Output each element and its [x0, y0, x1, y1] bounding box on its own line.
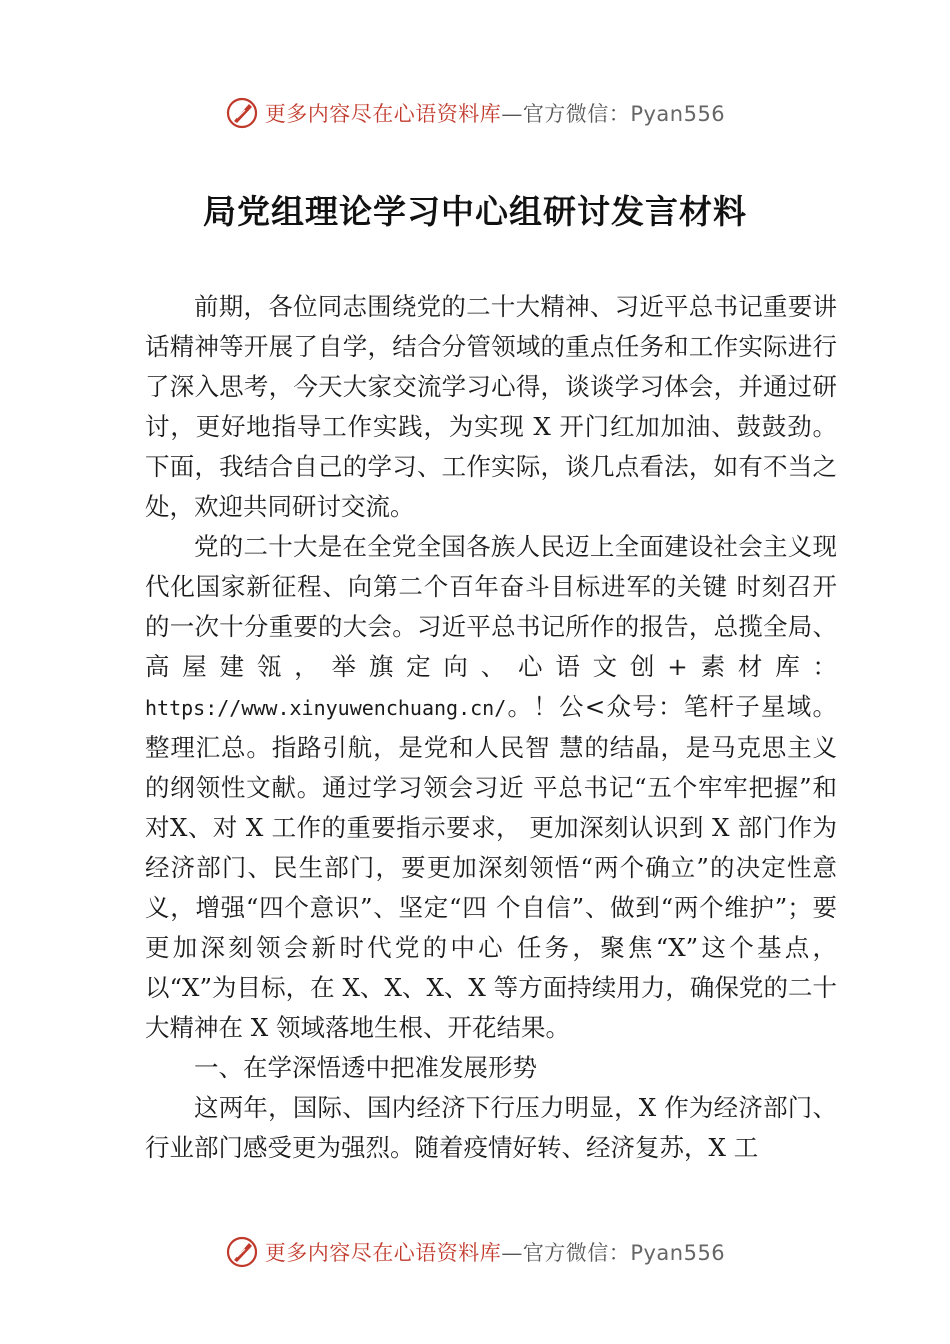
watermark-account: Pyan556: [630, 1241, 726, 1265]
watermark-banner-bottom: [0, 1235, 950, 1269]
watermark-account: Pyan556: [630, 102, 726, 126]
watermark-dash: —: [501, 1241, 523, 1265]
watermark-text: [265, 1237, 725, 1267]
quill-pen-icon: [225, 1235, 259, 1269]
paragraph-intro: 前期，各位同志围绕党的二十大精神、习近平总书记重要讲话精神等开展了自学，结合分管领域的重点任务和工作实际进行了深入思考，今天大家交流学习心得，谈谈学习体会，并通过研讨，更好地指导工作实践，为实现 X 开门红加加油、鼓鼓劲。下面，我结合自己的学习、工作实际，谈几点看法，如有不当之处，欢迎共同研讨交流。: [145, 292, 837, 521]
quill-pen-icon: [225, 96, 259, 130]
paragraph-congress-text-cont: 。！公<众号：笔杆子星域。整理汇总。指路引航，是党和人民智 慧的结晶，是马克思主义的纲领性文献。通过学习领会习近 平总书记“五个牢牢把握”和对X、对 X 工作的重要指示要求， 更加深刻认识到 X 部门作为经济部门、民生部门，要更加深刻领悟“两个确立”的决定性意义，增强“四个意识”、坚定“四 个自信”、做到“两个维护”；要更加深刻领会新时代党的中心 任务，聚焦“X”这个基点，以“X”为目标，在 X、X、X、X 等方面持续用力，确保党的二十大精神在 X 领域落地生根、开花结果。: [145, 692, 837, 1042]
source-url: https://www.xinyuwenchuang.cn/: [145, 696, 507, 720]
section-heading-1: 一、在学深悟透中把准发展形势: [194, 1053, 537, 1082]
watermark-gray-text: 官方微信：: [522, 1241, 631, 1265]
watermark-text: [265, 98, 725, 128]
watermark-gray-text: 官方微信：: [522, 102, 631, 126]
paragraph-congress-text: 党的二十大是在全党全国各族人民迈上全面建设社会主义现代化国家新征程、向第二个百年奋斗目标进军的关键 时刻召开的一次十分重要的大会。习近平总书记所作的报告，总揽全局、高屋建瓴，举旗定向、心语文创+素材库：: [145, 532, 837, 681]
watermark-red-text: 更多内容尽在心语资料库: [264, 1241, 502, 1265]
watermark-banner-top: [0, 96, 950, 130]
paragraph-congress: [145, 527, 837, 1048]
watermark-red-text: 更多内容尽在心语资料库: [264, 102, 502, 126]
watermark-dash: —: [501, 102, 523, 126]
paragraph-section-1: 这两年，国际、国内经济下行压力明显，X 作为经济部门、行业部门感受更为强烈。随着疫情好转、经济复苏，X 工: [145, 1093, 837, 1162]
document-body: [145, 287, 837, 1168]
document-title: 局党组理论学习中心组研讨发言材料: [203, 192, 747, 231]
